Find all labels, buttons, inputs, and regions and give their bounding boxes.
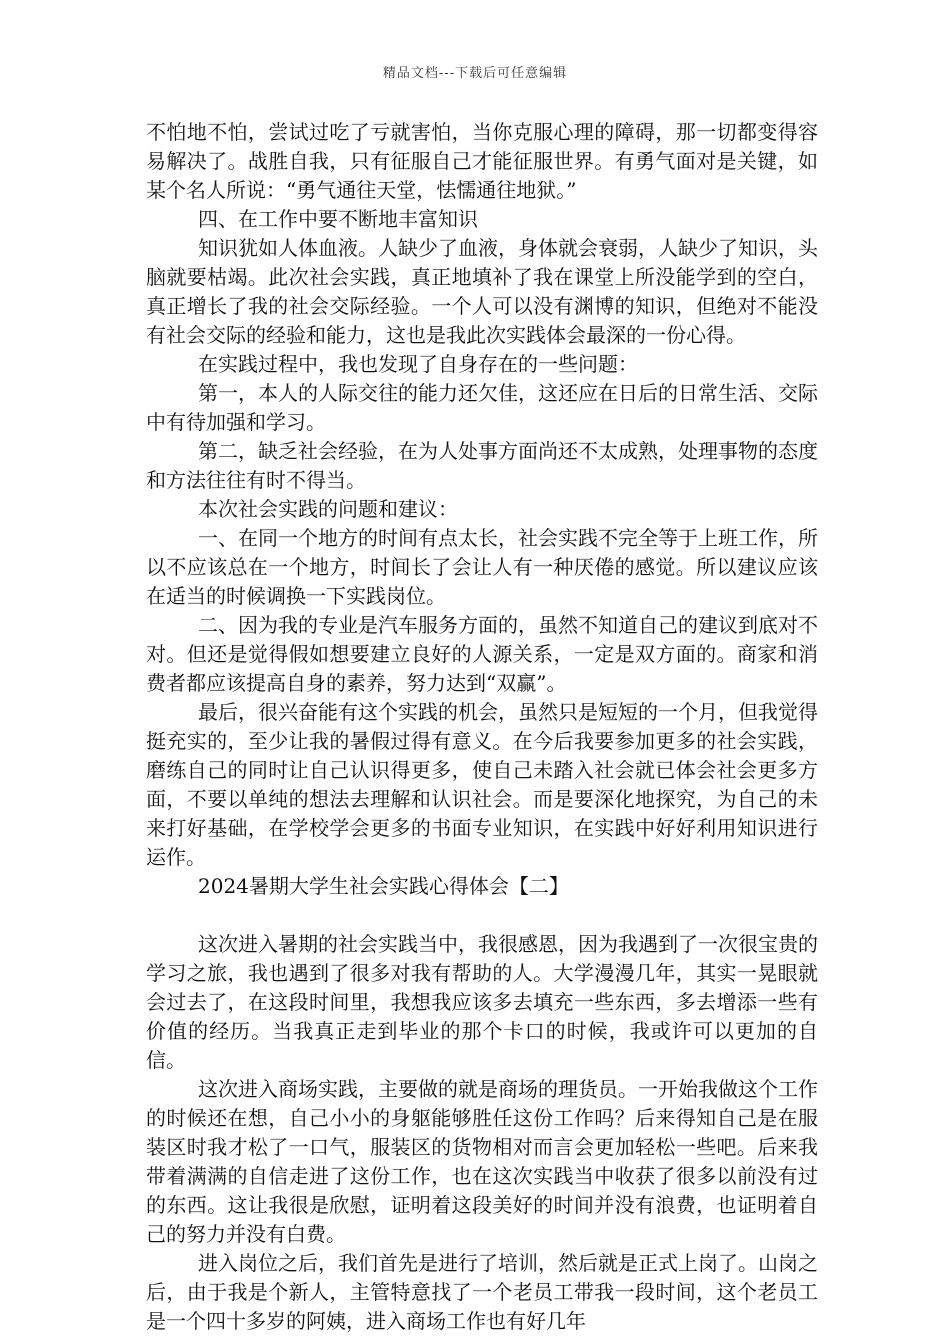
- paragraph: 进入岗位之后，我们首先是进行了培训，然后就是正式上岗了。山岗之后，由于我是个新人，主管特意找了一个老员工带我一段时间，这个老员工是一个四十多岁的阿姨，进入商场工作也有好几年: [146, 1251, 818, 1333]
- paragraph: 第一，本人的人际交往的能力还欠佳，这还应在日后的日常生活、交际中有待加强和学习。: [146, 381, 818, 434]
- page-header: 精品文档---下载后可任意编辑: [382, 66, 568, 81]
- paragraph: 在实践过程中，我也发现了自身存在的一些问题：: [198, 352, 638, 376]
- paragraph: 二、因为我的专业是汽车服务方面的，虽然不知道自己的建议到底对不对。但还是觉得假如想要建立良好的人源关系，一定是双方面的。商家和消费者都应该提高自身的素养，努力达到“双赢”。: [146, 613, 818, 695]
- paragraph: 知识犹如人体血液。人缺少了血液，身体就会衰弱，人缺少了知识，头脑就要枯竭。此次社会实践，真正地填补了我在课堂上所没能学到的空白，真正增长了我的社会交际经验。一个人可以没有渊博的知识，但绝对不能没有社会交际的经验和能力，这也是我此次实践体会最深的一份心得。: [146, 236, 818, 347]
- document-body: [146, 118, 818, 1336]
- section-title: 2024暑期大学生社会实践心得体会【二】: [198, 874, 569, 898]
- paragraph: 本次社会实践的问题和建议：: [198, 497, 458, 521]
- paragraph: 最后，很兴奋能有这个实践的机会，虽然只是短短的一个月，但我觉得挺充实的，至少让我的暑假过得有意义。在今后我要参加更多的社会实践，磨练自己的同时让自己认识得更多，使自己未踏入社会就已体会社会更多方面，不要以单纯的想法去理解和认识社会。而是要深化地探究，为自己的未来打好基础，在学校学会更多的书面专业知识，在实践中好好利用知识进行运作。: [146, 700, 818, 869]
- paragraph: 这次进入暑期的社会实践当中，我很感恩，因为我遇到了一次很宝贵的学习之旅，我也遇到了很多对我有帮助的人。大学漫漫几年，其实一晃眼就会过去了，在这段时间里，我想我应该多去填充一些东西，多去增添一些有价值的经历。当我真正走到毕业的那个卡口的时候，我或许可以更加的自信。: [146, 932, 818, 1072]
- blank-line: [146, 901, 818, 930]
- paragraph: 第二，缺乏社会经验，在为人处事方面尚还不太成熟，处理事物的态度和方法往往有时不得当。: [146, 439, 818, 492]
- paragraph: 一、在同一个地方的时间有点太长，社会实践不完全等于上班工作，所以不应该总在一个地方，时间长了会让人有一种厌倦的感觉。所以建议应该在适当的时候调换一下实践岗位。: [146, 526, 818, 608]
- paragraph: 不怕地不怕，尝试过吃了亏就害怕，当你克服心理的障碍，那一切都变得容易解决了。战胜自我，只有征服自己才能征服世界。有勇气面对是关键，如某个名人所说：“勇气通往天堂，怯懦通往地狱。”: [146, 120, 818, 202]
- paragraph: 这次进入商场实践，主要做的就是商场的理货员。一开始我做这个工作的时候还在想，自己小小的身躯能够胜任这份工作吗？后来得知自己是在服装区时我才松了一口气，服装区的货物相对而言会更加轻松一些吧。后来我带着满满的自信走进了这份工作，也在这次实践当中收获了很多以前没有过的东西。这让我很是欣慰，证明着这段美好的时间并没有浪费，也证明着自己的努力并没有白费。: [146, 1077, 818, 1246]
- section-heading: 四、在工作中要不断地丰富知识: [198, 207, 478, 231]
